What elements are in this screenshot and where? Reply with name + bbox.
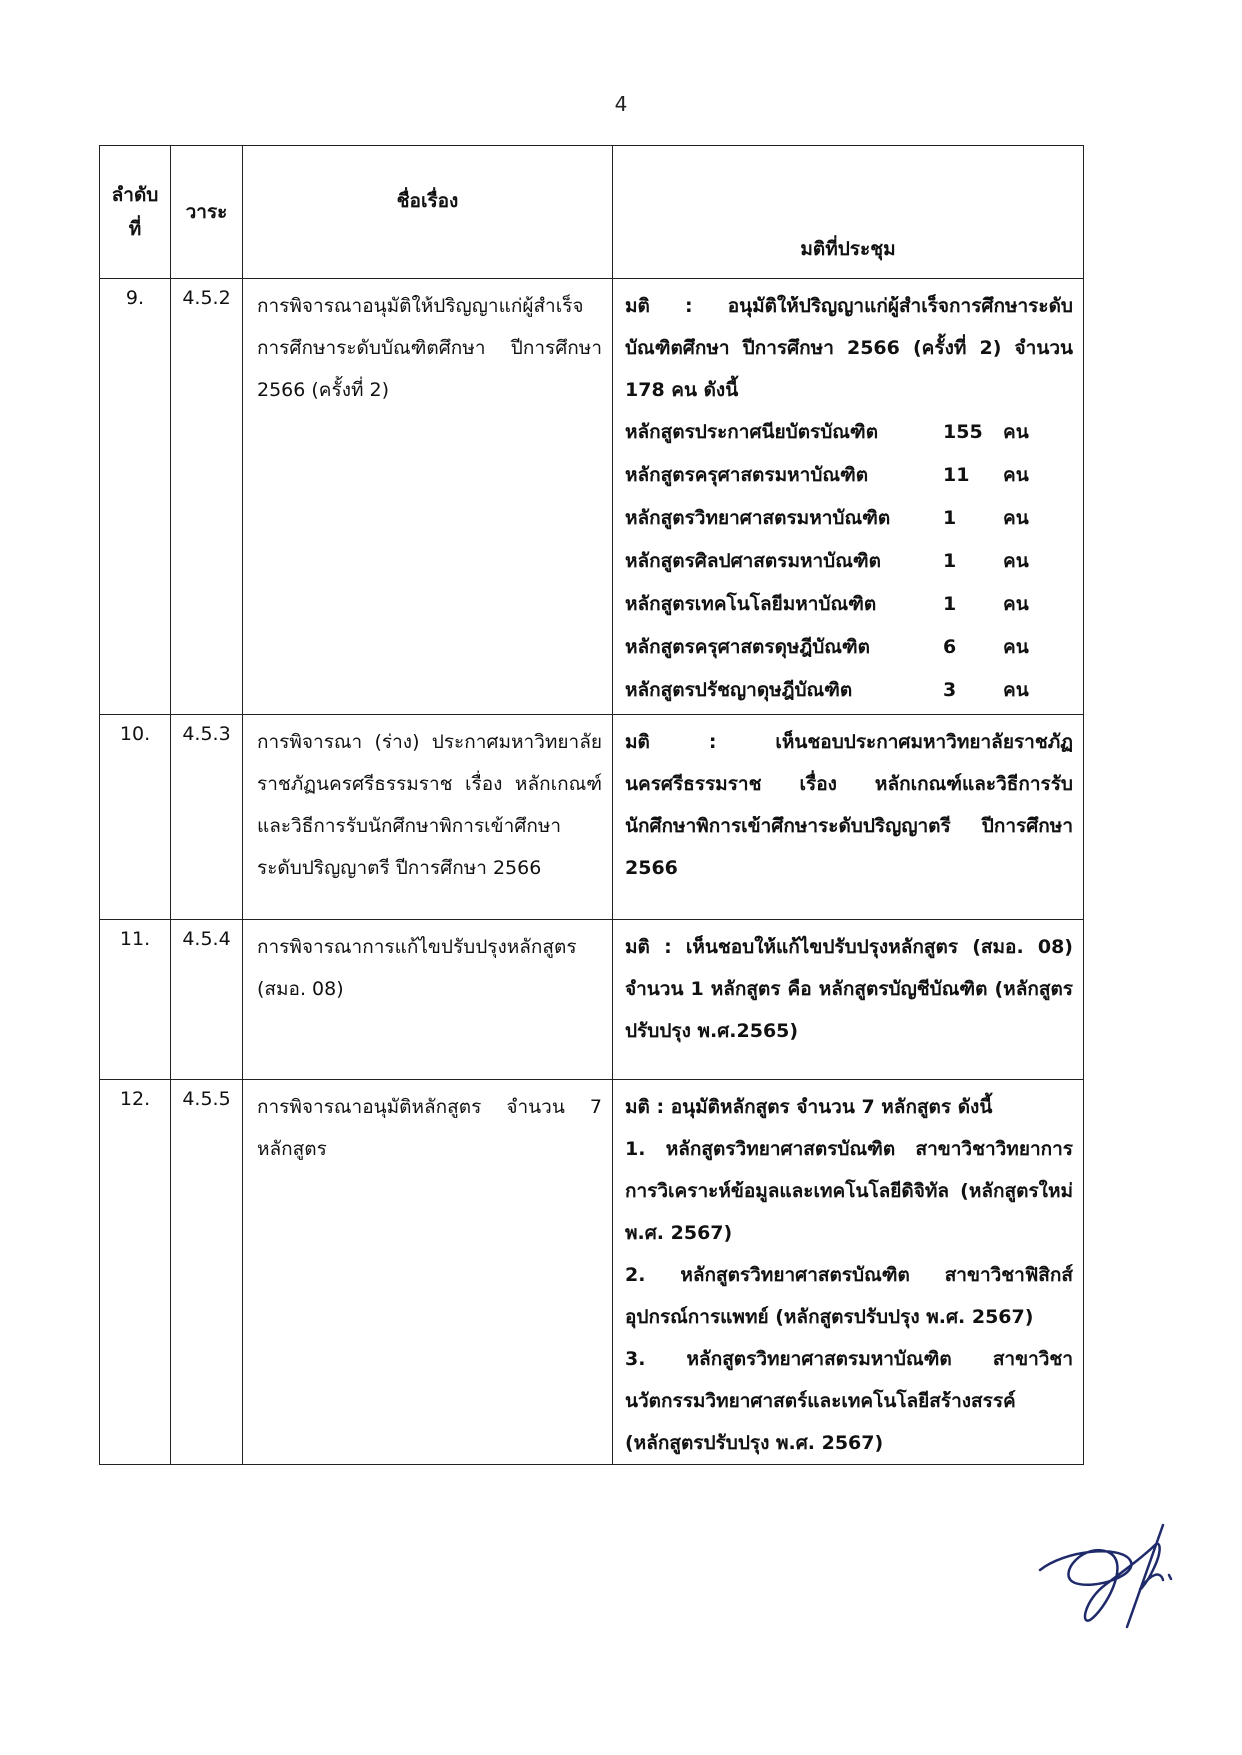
program-name: หลักสูตรครุศาสตรมหาบัณฑิต	[625, 464, 869, 486]
header-topic: ชื่อเรื่อง	[243, 146, 613, 279]
row-topic	[243, 715, 613, 920]
curriculum-item: 1. หลักสูตรวิทยาศาสตรบัณฑิต สาขาวิชาวิทยาการการวิเคราะห์ข้อมูลและเทคโนโลยีดิจิทัล (หลักสูตรใหม่ พ.ศ. 2567)	[625, 1138, 1073, 1244]
row-topic-text: การพิจารณา (ร่าง) ประกาศมหาวิทยาลัยราชภัฏนครศรีธรรมราช เรื่อง หลักเกณฑ์และวิธีการรับนักศึกษาพิการเข้าศึกษาระดับปริญญาตรี ปีการศึกษา 2566	[257, 731, 602, 879]
table-row	[100, 920, 1084, 1080]
row-agenda: 4.5.5	[171, 1080, 243, 1465]
graduate-count-row	[625, 583, 1073, 626]
row-topic	[243, 1080, 613, 1465]
row-agenda: 4.5.3	[171, 715, 243, 920]
row-topic	[243, 279, 613, 715]
row-order-no: 9.	[100, 279, 171, 715]
count-unit: คน	[1003, 464, 1029, 486]
row-resolution	[613, 715, 1084, 920]
resolution-text: มติ : เห็นชอบให้แก้ไขปรับปรุงหลักสูตร (สมอ. 08) จำนวน 1 หลักสูตร คือ หลักสูตรบัญชีบัณฑิต (หลักสูตรปรับปรุง พ.ศ.2565)	[625, 936, 1073, 1042]
row-order-no: 10.	[100, 715, 171, 920]
graduate-count-row	[625, 626, 1073, 669]
table-row	[100, 1080, 1084, 1465]
row-topic	[243, 920, 613, 1080]
resolution-text: มติ : อนุมัติหลักสูตร จำนวน 7 หลักสูตร ดังนี้	[625, 1096, 993, 1118]
graduate-count: 1	[943, 593, 957, 615]
count-unit: คน	[1003, 679, 1029, 701]
row-agenda: 4.5.4	[171, 920, 243, 1080]
graduate-count: 1	[943, 507, 957, 529]
table-header-row	[100, 146, 1084, 279]
count-unit: คน	[1003, 636, 1029, 658]
program-name: หลักสูตรประกาศนียบัตรบัณฑิต	[625, 421, 879, 443]
graduate-count: 6	[943, 636, 957, 658]
count-unit: คน	[1003, 507, 1029, 529]
graduate-count-row	[625, 669, 1073, 712]
header-order-no-line1: ลำดับ	[111, 184, 159, 206]
resolution-text: มติ : เห็นชอบประกาศมหาวิทยาลัยราชภัฏนครศรีธรรมราช เรื่อง หลักเกณฑ์และวิธีการรับนักศึกษาพิการเข้าศึกษาระดับปริญญาตรี ปีการศึกษา 2566	[625, 731, 1073, 879]
count-unit: คน	[1003, 593, 1029, 615]
program-name: หลักสูตรปรัชญาดุษฎีบัณฑิต	[625, 679, 853, 701]
count-unit: คน	[1003, 421, 1029, 443]
curriculum-item: 2. หลักสูตรวิทยาศาสตรบัณฑิต สาขาวิชาฟิสิกส์อุปกรณ์การแพทย์ (หลักสูตรปรับปรุง พ.ศ. 2567)	[625, 1264, 1073, 1328]
resolution-text: มติ : อนุมัติให้ปริญญาแก่ผู้สำเร็จการศึกษาระดับบัณฑิตศึกษา ปีการศึกษา 2566 (ครั้งที่ 2) จำนวน 178 คน ดังนี้	[625, 295, 1073, 401]
row-order-no: 11.	[100, 920, 171, 1080]
row-topic-text: การพิจารณาอนุมัติหลักสูตร จำนวน 7 หลักสูตร	[257, 1096, 602, 1160]
table-row	[100, 279, 1084, 715]
graduate-count: 3	[943, 679, 957, 701]
row-resolution	[613, 920, 1084, 1080]
graduate-count: 155	[943, 421, 983, 443]
page-number: 4	[614, 92, 628, 116]
row-order-no: 12.	[100, 1080, 171, 1465]
row-resolution	[613, 1080, 1084, 1465]
header-agenda: วาระ	[171, 146, 243, 279]
row-agenda: 4.5.2	[171, 279, 243, 715]
program-name: หลักสูตรครุศาสตรดุษฎีบัณฑิต	[625, 636, 871, 658]
signature-icon	[1035, 1515, 1185, 1639]
graduate-count-row	[625, 411, 1073, 454]
graduate-count-row	[625, 454, 1073, 497]
meeting-resolutions-table	[99, 145, 1084, 1465]
row-topic-text: การพิจารณาการแก้ไขปรับปรุงหลักสูตร (สมอ. 08)	[257, 936, 577, 1000]
graduate-count: 1	[943, 550, 957, 572]
header-resolution: มติที่ประชุม	[613, 146, 1084, 279]
graduate-count: 11	[943, 464, 970, 486]
count-unit: คน	[1003, 550, 1029, 572]
curriculum-item: 3. หลักสูตรวิทยาศาสตรมหาบัณฑิต สาขาวิชานวัตกรรมวิทยาศาสตร์และเทคโนโลยีสร้างสรรค์ (หลักสูตรปรับปรุง พ.ศ. 2567)	[625, 1348, 1073, 1454]
table-row	[100, 715, 1084, 920]
row-topic-text: การพิจารณาอนุมัติให้ปริญญาแก่ผู้สำเร็จการศึกษาระดับบัณฑิตศึกษา ปีการศึกษา 2566 (ครั้งที่ 2)	[257, 295, 602, 401]
row-resolution	[613, 279, 1084, 715]
header-order-no-line2: ที่	[128, 218, 142, 240]
program-name: หลักสูตรเทคโนโลยีมหาบัณฑิต	[625, 593, 877, 615]
program-name: หลักสูตรศิลปศาสตรมหาบัณฑิต	[625, 550, 881, 572]
graduate-count-row	[625, 540, 1073, 583]
header-order-no	[100, 146, 171, 279]
program-name: หลักสูตรวิทยาศาสตรมหาบัณฑิต	[625, 507, 891, 529]
graduate-count-row	[625, 497, 1073, 540]
